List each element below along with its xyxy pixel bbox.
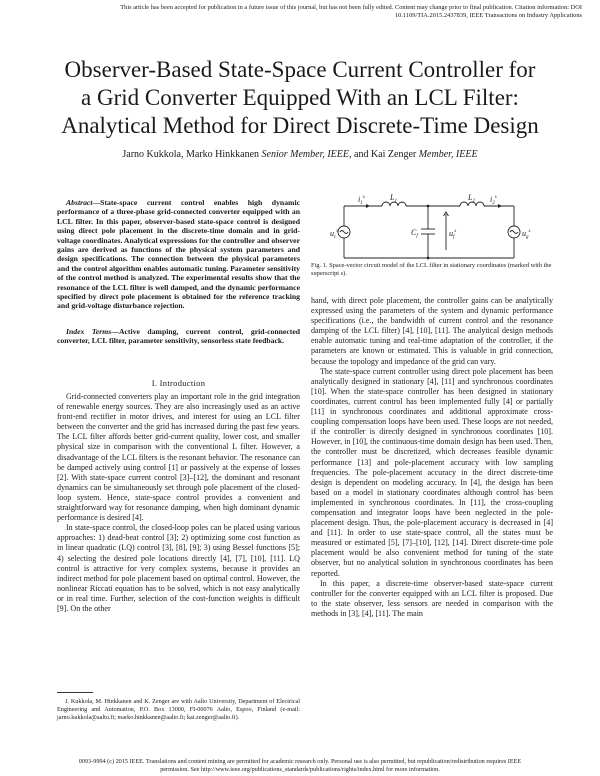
footer-line-1: 0093-9994 (c) 2015 IEEE. Translations and content mining are permitted for academic research only. Personal use is also permitted, but republication/redistribution requires IEEE [78,758,522,765]
running-header [18,4,582,20]
abstract [57,198,300,311]
label-uc: u [330,229,334,238]
title-line-1: Observer-Based State-Space Current Controller for [64,57,536,82]
abstract-lead: Abstract [66,198,93,207]
label-l1: L [390,193,395,202]
author-names-2: , and Kai Zenger [349,149,419,160]
svg-text:Cf: $C_f$ [411,228,418,239]
footnote-rule [57,692,93,693]
svg-text:L2: $L_2$ [468,193,475,204]
svg-text:ugs: $u_g^s$ [522,229,531,240]
current-arrow-i2 [498,204,502,208]
label-i2: i [490,195,493,204]
label-ug: u [522,229,526,238]
label-i1: i [358,195,361,204]
footer-line-2: permission. See http://www.ieee.org/publications_standards/publications/rights/index.html for more information. [160,766,440,773]
abstract-text: —State-space current control enables high dynamic performance of a three-phase grid-connected converter equipped with an LCL filter. In this paper, observer-based state-space control is designed using direct pole placement in the discrete-time domain and in grid-voltage coordinates. Analytical expressions for the controller and observer gains are derived as functions of the physical system parameters and design specifications. The connection between the physical parameters and the control algorithm enables automatic tuning. Parameter sensitivity of the control method is analyzed. The experimental results show that the resonance of the LCL filter is well damped, and the dynamic performance specified by direct pole placement is obtained for the reference tracking and grid-voltage disturbance rejection. [57,198,300,311]
svg-text:ufs: $u_f^s$ [449,229,457,240]
author-role-1: Senior Member, IEEE [261,149,350,160]
copyright-footer [18,758,582,774]
svg-text:L1: $L_1$ [390,193,397,204]
lcl-filter-circuit-figure [330,192,530,268]
figure-caption: Fig. 1. Space-vector circuit model of the LCL filter in stationary coordinates (marked with the superscript s). [311,262,552,277]
author-list [20,149,580,160]
label-l2: L [468,193,473,202]
title-line-2: a Grid Converter Equipped With an LCL Filter: [81,85,519,110]
index-terms [57,327,300,346]
right-column-body [311,296,553,619]
svg-text:i1s: $i_1^s$ [358,195,365,206]
index-terms-text: —Active damping, current control, grid-connected converter, LCL filter, parameter sensitivity, sensorless state feedback. [57,327,301,346]
svg-text:ucs: $u_c^s$ [330,229,339,240]
index-terms-lead: Index Terms [66,327,112,336]
paragraph: In state-space control, the closed-loop poles can be placed using various approaches: 1) dead-beat control [3]; 2) optimizing some cost function as in linear quadratic (LQ) control [3], [8], [9]; 3) using Bessel functions [5]; 4) selecting the desired pole locations directly [4], [7], [10], [11]. LQ control is attractive for very complex systems, because it provides an indirect method for pole placement based on optimal control. However, the nonlinear Riccati equation has to be solved, which is not easy analytically or in real time. Further, selection of the cost-function weights is difficult [9]. On the other [57,523,300,613]
paragraph: Grid-connected converters play an important role in the grid integration of renewable energy sources. They are also increasingly used as an active front-end rectifier in motor drives, and interest for using an LCL filter between the converter and the grid has increased during the past few years. The LCL filter affords better grid-current quality, lower cost, and smaller physical size in comparison with the conventional L filter. However, a disadvantage of the LCL filters is the resonant behavior. The resonance can be damped actively using control [1] or passively at the expense of losses [2]. With state-space current control [3]–[12], the dominant and resonant dynamics can be simultaneously set through pole placement of the closed-loop system. Hence, state-space control provides a convenient and straightforward way for resonance damping, when high dominant dynamic performance is desired [4]. [57,392,300,523]
author-footnote: J. Kukkola, M. Hinkkanen and K. Zenger are with Aalto University, Department of Electrical Engineering and Automation, P.O. Box 13000, FI-00076 Aalto, Espoo, Finland (e-mail: jarno.kukkola@aalto.fi; marko.hinkkanen@aalto.fi; kai.zenger@aalto.fi). [57,698,300,721]
author-role-2: Member, IEEE [418,149,478,160]
label-cf: C [411,228,417,237]
paper-title [20,56,580,140]
label-uf: u [449,229,453,238]
title-line-3: Analytical Method for Direct Discrete-Time Design [61,113,539,138]
left-column-body [57,392,300,614]
section-heading-introduction: I. Introduction [151,378,206,388]
paragraph: hand, with direct pole placement, the controller gains can be analytically expressed using the parameters of the system and dynamic performance specifications (i.e., the bandwidth of current control and the resonance damping of the LCL filter) [4], [10], [11]. The analytical design methods enable automatic tuning and real-time adaptation of the controller, if the parameters are known or estimated. This is valuable in grid connection, because the topology and impedance of the grid can vary. [311,296,553,366]
paragraph: The state-space current controller using direct pole placement has been analytically designed in stationary [4], [11] and synchronous coordinates [10]. When the state-space controller has been designed in stationary coordinates, current control has been implemented fully [4] or partially [11] in synchronous coordinates and additional approximate cross-coupling compensation loops have been used. These loops are not needed, if the controller is directly designed in synchronous coordinates [10]. However, in [10], the continuous-time domain design has been used. Then, the controller must be discretized, which decreases feasible dynamic performance [13] and pole-placement accuracy with low sampling frequencies. The pole-placement accuracy in the direct discrete-time design is dependent on modeling accuracy. In [4], the design has been based on a model in stationary coordinates although control has been implemented in synchronous coordinates. In [11], the cross-coupling compensation and integrator loops have been neglected in the pole-placement design. Thus, the pole-placement accuracy is decreased in [4] and [11]. In order to use state-space control, all the states must be measured or estimated [5], [7]–[10], [12], [14]. Direct discrete-time pole placement would be also convenient method for tuning of the state observer, but no analytical solution in synchronous coordinates has been reported. [311,366,553,578]
svg-text:i2s: $i_2^s$ [490,195,497,206]
author-names-1: Jarno Kukkola, Marko Hinkkanen [122,149,262,160]
current-arrow-i1 [366,204,370,208]
paragraph: In this paper, a discrete-time observer-based state-space current controller for the converter equipped with an LCL filter is proposed. Due to the state observer, less sensors are needed in comparison with the methods in [3], [4], [11]. The main [311,578,553,618]
header-line-2: 10.1109/TIA.2015.2437839, IEEE Transactions on Industry Applications [394,12,582,19]
header-line-1: This article has been accepted for publication in a future issue of this journal, but has not been fully edited. Content may change prior to final publication. Citation information: DOI [120,4,582,11]
source-sine-mark [340,231,348,234]
